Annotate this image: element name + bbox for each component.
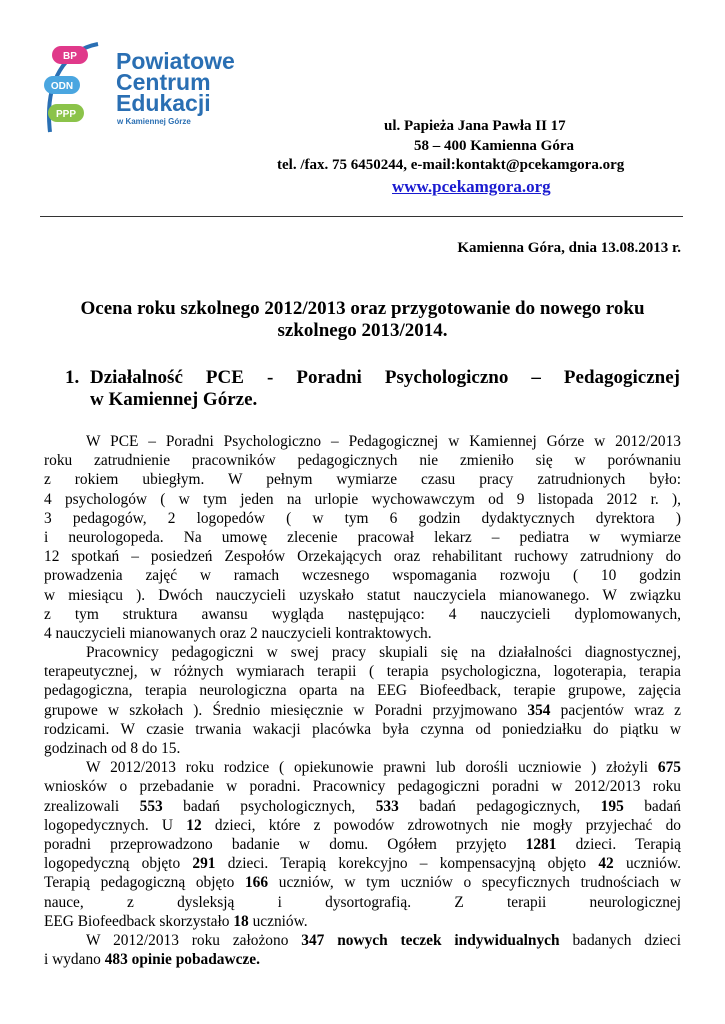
text-line: roku zatrudnienie pracowników pedagogicznych nie zmieniło się w porównaniu — [44, 452, 681, 470]
logo-badge-odn: ODN — [50, 81, 74, 92]
contact-line: tel. /fax. 75 6450244, e-mail:kontakt@pcekamgora.org — [277, 157, 625, 173]
logo-badge-ppp: PPP — [55, 109, 77, 120]
text-line: i wydano 483 opinie pobadawcze. — [44, 951, 260, 969]
pce-logo — [36, 40, 266, 140]
section-title-line1: Działalność PCE - Poradni Psychologiczno – Pedagogicznej — [90, 367, 680, 388]
text-line: poradni przeprowadzono badanie w domu. Ogółem przyjęto 1281 dzieci. Terapią — [44, 835, 681, 853]
header-divider — [40, 216, 683, 217]
section-number: 1. — [65, 367, 80, 388]
text-line: prowadzenia zajęć w ramach wczesnego wspomagania rozwoju ( 10 godzin — [44, 567, 681, 585]
applications-count: 675 — [657, 759, 681, 777]
text-line: wniosków o przebadanie w poradni. Pracownicy pedagogiczni poradni w 2012/2013 roku — [44, 778, 681, 796]
text-line: z rokiem ubiegłym. W pełnym wymiarze czasu pracy zatrudnionych było: — [44, 471, 681, 489]
logo-word-edukacji: Edukacji — [116, 90, 211, 116]
text-line: 4 psychologów ( w tym jeden na urlopie wychowawczym od 9 listopada 2012 r. ), — [44, 490, 681, 508]
text-line: zrealizowali 553 badań psychologicznych, 533 badań pedagogicznych, 195 badań — [44, 797, 681, 815]
logo-emblem-icon — [36, 40, 116, 140]
text-line: logopedycznych. U 12 dzieci, które z powodów zdrowotnych nie mogły przyjechać do — [44, 816, 681, 834]
text-line: terapeutycznej, w różnych wymiarach terapii ( terapia psychologiczna, logoterapia, terapia — [44, 663, 681, 681]
document-date: Kamienna Góra, dnia 13.08.2013 r. — [457, 240, 681, 256]
text-line: W PCE – Poradni Psychologiczno – Pedagogicznej w Kamiennej Górze w 2012/2013 — [86, 433, 681, 450]
text-line: godzinach od 8 do 15. — [44, 740, 181, 757]
text-line: z tym struktura awansu wygląda następująco: 4 nauczycieli dyplomowanych, — [44, 605, 681, 623]
text-line: i neurologopeda. Na umowę zlecenie pracował lekarz – pediatra w wymiarze — [44, 528, 681, 546]
address-city: 58 – 400 Kamienna Góra — [414, 138, 574, 154]
text-line: grupowe w szkołach ). Średnio miesięcznie w Poradni przyjmowano 354 pacjentów wraz z — [44, 701, 681, 719]
patients-count: 354 — [527, 701, 551, 719]
text-line: 12 spotkań – posiedzeń Zespołów Orzekających oraz rehabilitant ruchowy zatrudniony do — [44, 548, 681, 566]
text-line: Terapią pedagogiczną objęto 166 uczniów, w tym uczniów o specyficznych trudnościach w — [44, 874, 681, 892]
logo-badge-bp: BP — [63, 51, 77, 62]
logo-word-powiatowe: Powiatowe — [116, 48, 235, 74]
text-line: logopedyczną objęto 291 dzieci. Terapią korekcyjno – kompensacyjną objęto 42 uczniów. — [44, 855, 681, 873]
text-line: 4 nauczycieli mianowanych oraz 2 nauczycieli kontraktowych. — [44, 624, 432, 642]
text-line: pedagogiczna, terapia neurologiczna oparta na EEG Biofeedback, terapie grupowe, zajęcia — [44, 682, 681, 700]
logo-word-centrum: Centrum — [116, 69, 211, 95]
body-text — [44, 432, 681, 969]
website-link[interactable]: www.pcekamgora.org — [392, 177, 551, 196]
logo-subtitle: w Kamiennej Górze — [117, 117, 191, 126]
text-line: w miesiącu ). Dwóch nauczycieli uzyskało statut nauczyciela mianowanego. W związku — [44, 586, 681, 604]
text-line: W 2012/2013 roku założono 347 nowych teczek indywidualnych badanych dzieci — [86, 931, 681, 949]
text-line: nauce, z dysleksją i dysortografią. Z terapii neurologicznej — [44, 893, 681, 911]
text-line: EEG Biofeedback skorzystało 18 uczniów. — [44, 912, 308, 930]
section-title-line2: w Kamiennej Górze. — [90, 389, 258, 410]
text-line: Pracownicy pedagogiczni w swej pracy skupiali się na działalności diagnostycznej, — [86, 644, 681, 662]
text-line: W 2012/2013 roku rodzice ( opiekunowie prawni lub dorośli uczniowie ) złożyli 675 — [86, 759, 681, 777]
document-title: Ocena roku szkolnego 2012/2013 oraz przygotowanie do nowego roku szkolnego 2013/2014. — [80, 298, 645, 341]
text-line: rodzicami. W czasie trwania wakacji placówka była czynna od poniedziałku do piątku w — [44, 720, 681, 738]
section-title — [90, 367, 680, 411]
address-street: ul. Papieża Jana Pawła II 17 — [384, 118, 566, 134]
text-line: 3 pedagogów, 2 logopedów ( w tym 6 godzin dydaktycznych dyrektora ) — [44, 509, 681, 527]
